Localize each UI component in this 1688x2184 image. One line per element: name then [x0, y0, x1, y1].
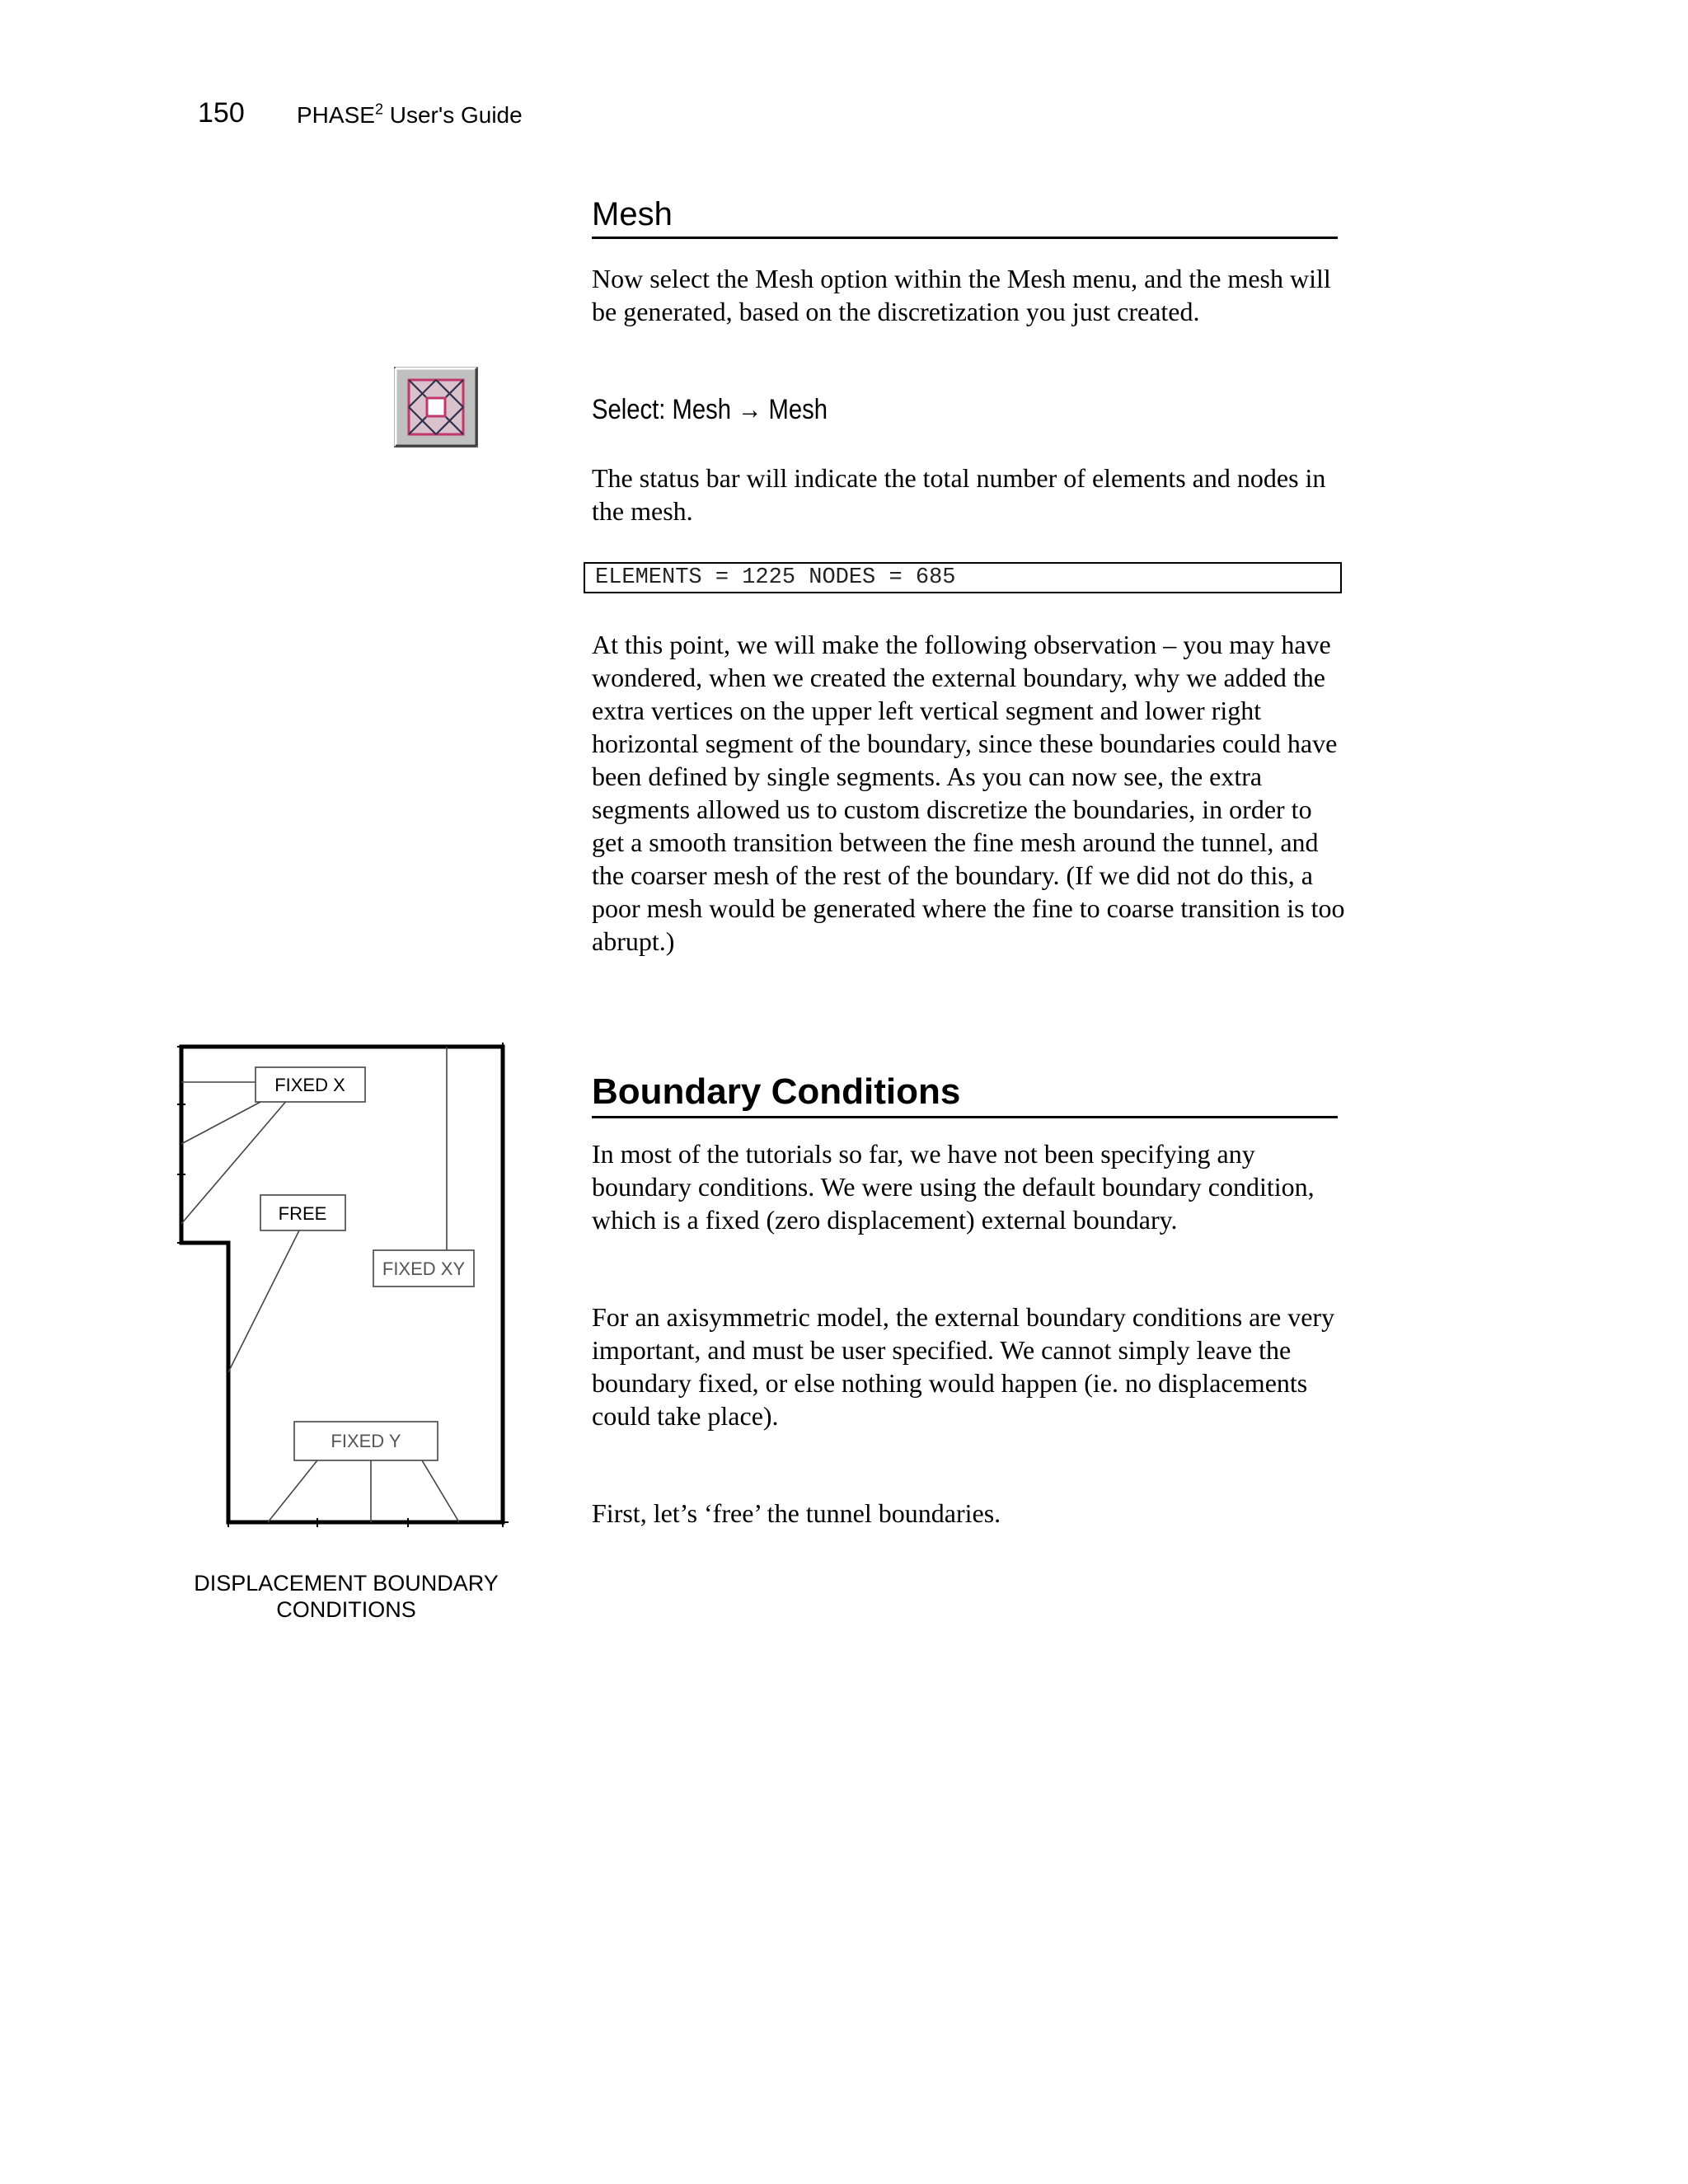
mesh-intro-paragraph: Now select the Mesh option within the Mesh menu, and the mesh will be generated, based on the discretization you just created.	[592, 264, 1331, 326]
label-fixed-y: FIXED Y	[331, 1431, 401, 1451]
status-bar-readout: ELEMENTS = 1225 NODES = 685	[584, 562, 1342, 593]
status-intro-paragraph: The status bar will indicate the total number of elements and nodes in the mesh.	[592, 463, 1326, 526]
bc-paragraph-3: First, let’s ‘free’ the tunnel boundaries.	[592, 1498, 1001, 1528]
header-title-prefix: PHASE	[297, 102, 375, 128]
caption-line-1: DISPLACEMENT BOUNDARY	[194, 1571, 499, 1596]
boundary-conditions-heading: Boundary Conditions	[592, 1071, 1338, 1118]
diagram-caption	[169, 1570, 523, 1623]
header-title-superscript: 2	[374, 101, 383, 118]
header-title-suffix: User's Guide	[382, 102, 523, 128]
mesh-toolbar-icon[interactable]	[394, 367, 478, 448]
observation-paragraph: At this point, we will make the following observation – you may have wondered, when we created the external boundary, why we added the extra vertices on the upper left vertical segment and lower right horizontal segment of the boundary, since these boundaries could have been defined by single segments. As you can now see, the extra segments allowed us to custom discretize the boundaries, in order to get a smooth transition between the fine mesh around the tunnel, and the coarser mesh of the rest of the boundary. (If we did not do this, a poor mesh would be generated where the fine to coarse transition is too abrupt.)	[592, 630, 1345, 956]
select-instruction: Select: Mesh → Mesh	[592, 394, 828, 425]
bc-paragraph-1: In most of the tutorials so far, we have not been specifying any boundary conditions. We were using the default boundary condition, which is a fixed (zero displacement) external boundary.	[592, 1139, 1315, 1235]
caption-line-2: CONDITIONS	[276, 1597, 416, 1622]
label-free: FREE	[278, 1203, 327, 1224]
label-fixed-xy: FIXED XY	[382, 1258, 466, 1279]
displacement-boundary-diagram	[177, 1043, 515, 1537]
mesh-section-heading: Mesh	[592, 196, 1338, 239]
label-fixed-x: FIXED X	[274, 1075, 345, 1095]
running-header	[297, 102, 523, 129]
page-number: 150	[198, 97, 245, 129]
bc-paragraph-2: For an axisymmetric model, the external boundary conditions are very important, and must be user specified. We cannot simply leave the boundary fixed, or else nothing would happen (ie. no displacements could take place).	[592, 1302, 1335, 1431]
